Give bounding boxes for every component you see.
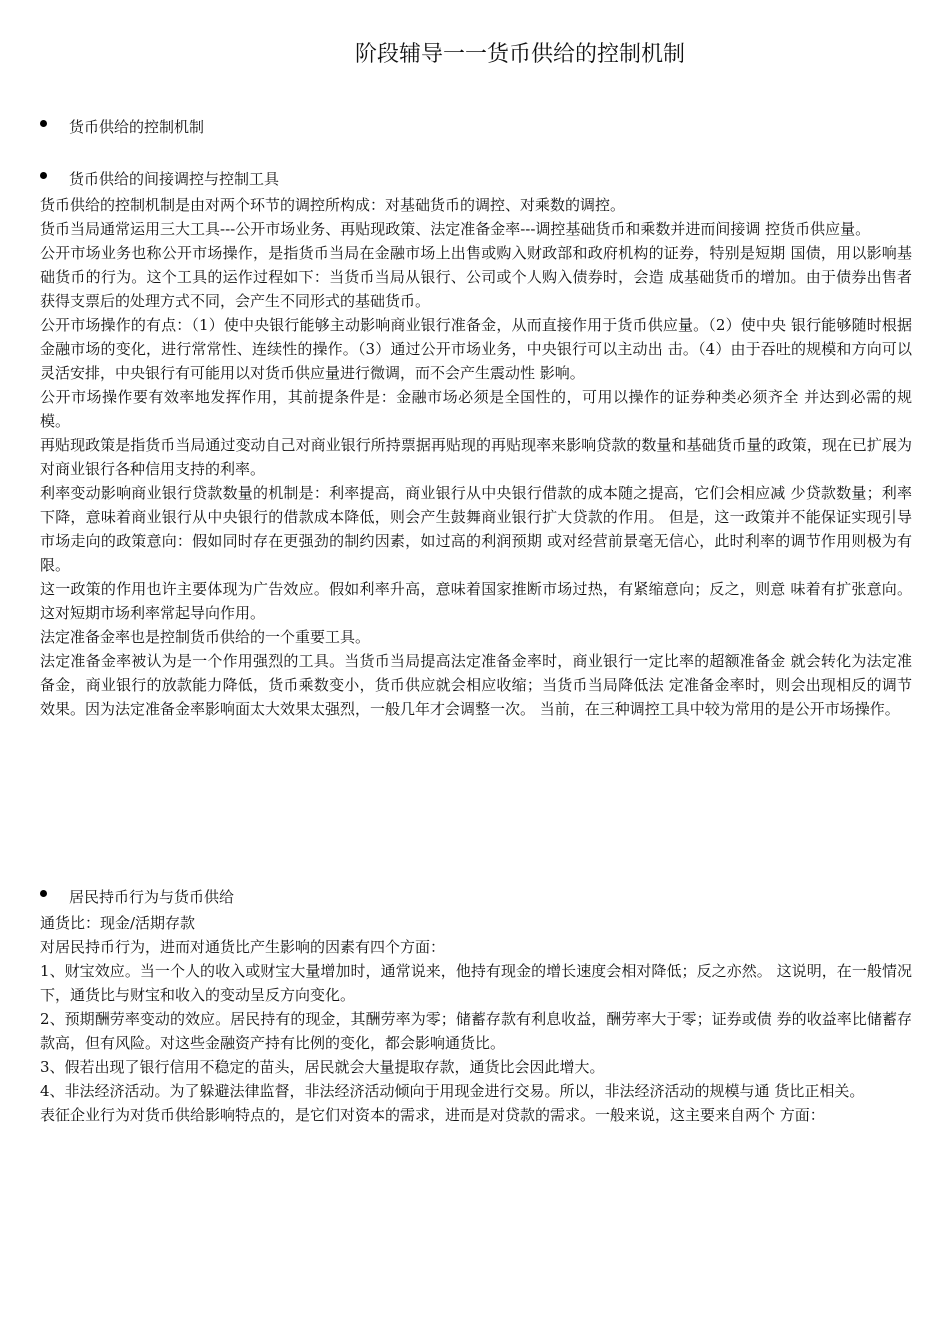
paragraph: 再贴现政策是指货币当局通过变动自己对商业银行所持票据再贴现的再贴现率来影响贷款的数量和基础货币量的政策，现在已扩展为对商业银行各种信用支持的利率。	[40, 436, 912, 478]
paragraph: 法定准备金率被认为是一个作用强烈的工具。当货币当局提高法定准备金率时，商业银行一定比率的超额准备金 就会转化为法定准备金，商业银行的放款能力降低，货币乘数变小，货币供应就会相应收缩；当货币当局降低法 定准备金率时，则会出现相反的调节效果。因为法定准备金率影响面太大效果太强烈，一般几年才会调整一次。 当前，在三种调控工具中较为常用的是公开市场操作。	[40, 652, 912, 718]
paragraph: 这一政策的作用也许主要体现为广告效应。假如利率升高，意味着国家推断市场过热，有紧缩意向；反之，则意 味着有扩张意向。这对短期市场利率常起导向作用。	[40, 580, 912, 622]
paragraph: 表征企业行为对货币供给影响特点的，是它们对资本的需求，进而是对贷款的需求。一般来说，这主要来自两个 方面：	[40, 1106, 825, 1124]
section-heading-indirect-control	[40, 168, 279, 190]
paragraph: 货币当局通常运用三大工具---公开市场业务、再贴现政策、法定准备金率---调控基础货币和乘数并进而间接调 控货币供应量。	[40, 220, 871, 238]
paragraph: 法定准备金率也是控制货币供给的一个重要工具。	[40, 628, 371, 646]
paragraph: 公开市场操作要有效率地发挥作用，其前提条件是：金融市场必须是全国性的，可用以操作的证券种类必须齐全 并达到必需的规模。	[40, 388, 912, 430]
paragraph: 1、财宝效应。当一个人的收入或财宝大量增加时，通常说来，他持有现金的增长速度会相对降低；反之亦然。 这说明，在一般情况下，通货比与财宝和收入的变动呈反方向变化。	[40, 962, 912, 1004]
section-body-indirect-control	[40, 193, 912, 721]
paragraph: 4、非法经济活动。为了躲避法律监督，非法经济活动倾向于用现金进行交易。所以，非法经济活动的规模与通 货比正相关。	[40, 1082, 865, 1100]
paragraph: 通货比：现金/活期存款	[40, 914, 196, 932]
section-heading-text: 货币供给的控制机制	[69, 118, 205, 136]
paragraph: 货币供给的控制机制是由对两个环节的调控所构成：对基础货币的调控、对乘数的调控。	[40, 196, 626, 214]
paragraph: 公开市场操作的有点：（1）使中央银行能够主动影响商业银行准备金，从而直接作用于货币供应量。（2）使中央 银行能够随时根据金融市场的变化，进行常常性、连续性的操作。（3）通过公开市场业务，中央银行可以主动出 击。（4）由于吞吐的规模和方向可以灵活安排，中央银行有可能用以对货币供应量进行微调，而不会产生震动性 影响。	[40, 316, 912, 382]
bullet-icon	[40, 120, 47, 127]
section-body-household-behavior	[40, 911, 912, 1127]
section-heading-household-behavior	[40, 886, 234, 908]
paragraph: 对居民持币行为，进而对通货比产生影响的因素有四个方面：	[40, 938, 446, 956]
page-title: 阶段辅导一一货币供给的控制机制	[354, 42, 685, 67]
section-heading-text: 居民持币行为与货币供给	[69, 888, 235, 906]
paragraph: 公开市场业务也称公开市场操作，是指货币当局在金融市场上出售或购入财政部和政府机构的证券，特别是短期 国债，用以影响基础货币的行为。这个工具的运作过程如下：当货币当局从银行、公司或个人购入债券时，会造 成基础货币的增加。由于债券出售者获得支票后的处理方式不同，会产生不同形式的基础货币。	[40, 244, 912, 310]
section-heading-text: 货币供给的间接调控与控制工具	[69, 170, 280, 188]
bullet-icon	[40, 172, 47, 179]
bullet-icon	[40, 890, 47, 897]
paragraph: 利率变动影响商业银行贷款数量的机制是：利率提高，商业银行从中央银行借款的成本随之提高，它们会相应减 少贷款数量；利率下降，意味着商业银行从中央银行的借款成本降低，则会产生鼓舞商业银行扩大贷款的作用。 但是，这一政策并不能保证实现引导市场走向的政策意向：假如同时存在更强劲的制约因素，如过高的利润预期 或对经营前景毫无信心，此时利率的调节作用则极为有限。	[40, 484, 912, 574]
section-heading-control-mechanism	[40, 116, 204, 138]
paragraph: 2、预期酬劳率变动的效应。居民持有的现金，其酬劳率为零；储蓄存款有利息收益，酬劳率大于零；证券或债 券的收益率比储蓄存款高，但有风险。对这些金融资产持有比例的变化，都会影响通货比。	[40, 1010, 912, 1052]
paragraph: 3、假若出现了银行信用不稳定的苗头，居民就会大量提取存款，通货比会因此增大。	[40, 1058, 605, 1076]
